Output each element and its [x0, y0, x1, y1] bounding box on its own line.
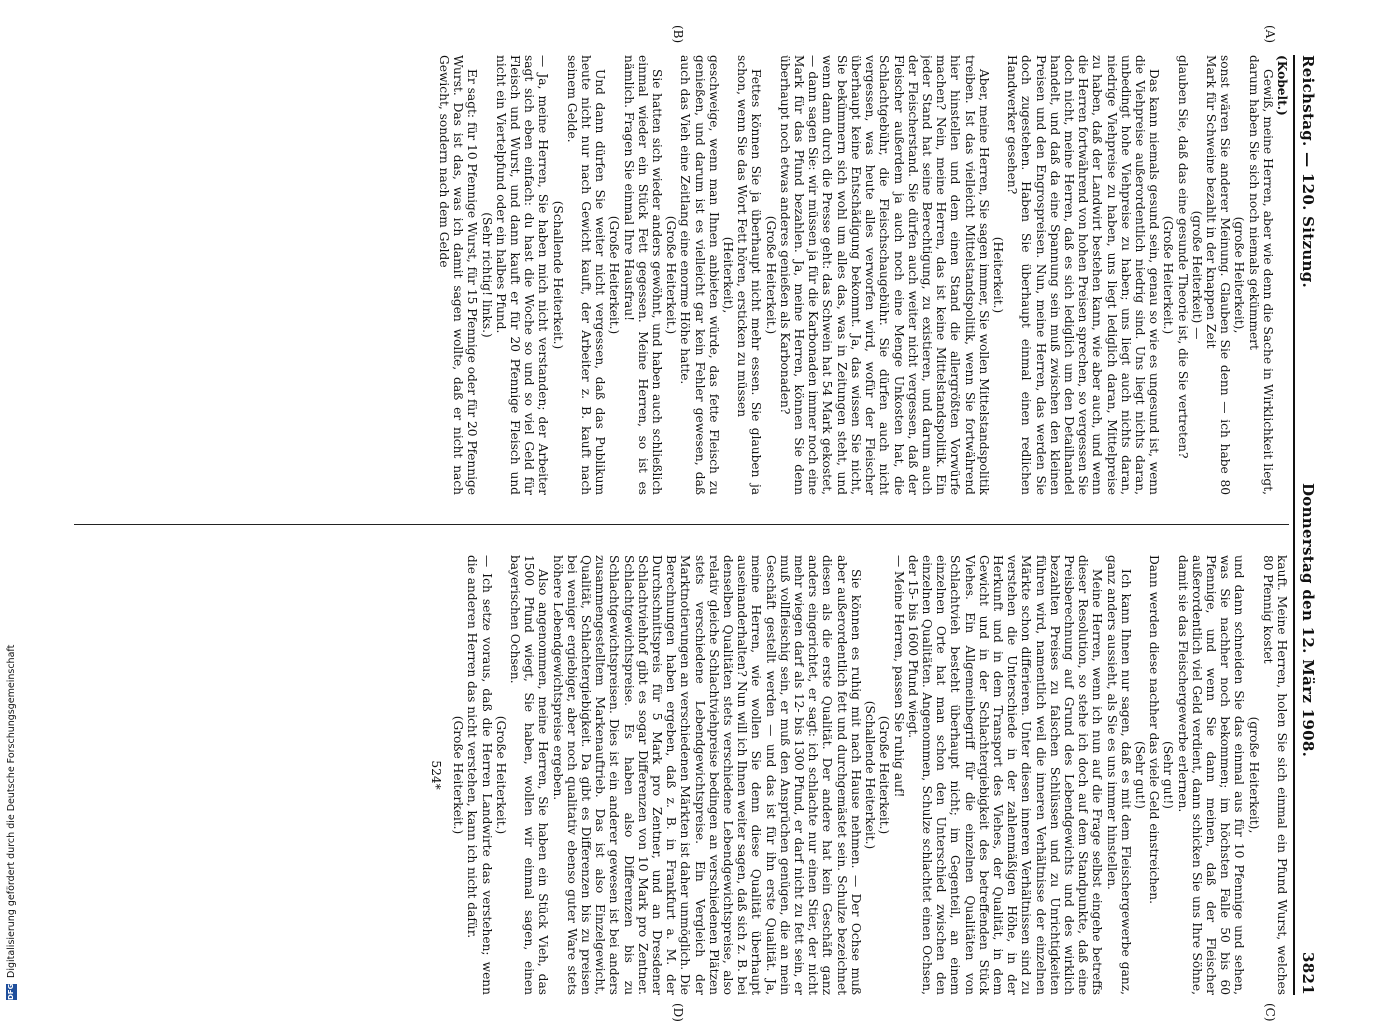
header-session: Reichstag. — 120. Sitzung. — [1299, 55, 1317, 289]
stage-direction: (Große Heiterkeit.) — [877, 715, 892, 835]
paragraph: glauben Sie, daß das eine gesunde Theorie ist, die Sie vertreten? — [1175, 55, 1190, 459]
paragraph: Und dann dürfen Sie weiter nicht vergessen, daß das Publikum heute nicht nur nach Gewicht kauft, der Arbeiter z. B. kauft nach seinem Gelde. — [564, 55, 608, 495]
header-page-number: 3821 — [1299, 952, 1317, 995]
speaker-name: (Kobelt.) — [1275, 55, 1289, 116]
header-date: Donnerstag den 12. März 1908. — [1299, 482, 1317, 758]
page-header — [1299, 55, 1325, 995]
paragraph: Sie können es ruhig mit nach Hause nehmen. — Der Ochse muß aber außerordentlich fett und durchgemästet sein. Schulze bezeichnet diesen als die erste Qualität. Der andere hat kein Geschäft ganz anders eingerichtet, er sagt: ich schlachte nur einen Stier, der nicht mehr wiegen darf als 12- bis 1300 Pfund, er darf nicht zu fett sein, er muß vollfleischig sein, er muß den Ansprüchen genügen, die an mein Geschäft gestellt werden — und das ist für ihn erste Qualität. Ja, meine Herren, wie wollen Sie denn diese Qualität überhaupt auseinanderhalten? Nun will ich Ihnen weiter sagen, daß sich z. B. bei denselben Qualitäten stets verschiedene Lebendgewichtspreise, also relativ gleiche Schlachtviehpreise bedingen an verschiedenen Plätzen stets verschiedene Lebendgewichtspreise. Ein Vergleich der Marktnotierungen an verschiedenen Märkten ist daher unmöglich. Die Berechnungen haben ergeben, daß z. B. in Frankfurt a. M. der Durchschnittspreis für 5 Mark pro Zentner, und an Dresdener Schlachtviehhof gibt es sogar Differenzen von 10 Mark pro Zentner. Schlachtgewichtspreise. Es haben also Differenzen bis zu Schlachtgewichtspreisen. Dies ist ein anderer gewesen ist bei anders zusammengestelltem Markenauftrieb. Das ist also Einzelgewicht, Qualität, Schlachtergiebigkeit. Da gibt es Differenzen bis zu preisen bei weniger ergiebiger, aber noch qualitativ ebenso guter Ware stets höhere Lebendgewichtspreise ergeben. — [550, 555, 863, 995]
paragraph: — Meine Herren, passen Sie ruhig auf! — [891, 555, 906, 798]
paragraph: Er sagt: für 10 Pfennige Wurst, für 15 Pfennige oder für 20 Pfennige Wurst. Das ist das, was ich damit sagen wollte, daß er nicht nach Gewicht, sondern nach dem Gelde — [437, 55, 480, 495]
paragraph: — Ich setze voraus, daß die Herren Landwirte das verstehen; wenn die anderen Herren das nicht verstehen, kann ich nicht dafür. — [465, 555, 494, 995]
dfg-logo: DFG — [7, 983, 15, 1000]
stage-direction: (Heiterkeit.) — [990, 236, 1005, 314]
stage-direction: (Große Heiterkeit.) — [451, 715, 466, 835]
stage-direction: (Große Heiterkeit.) — [763, 215, 778, 335]
stage-direction: (Große Heiterkeit.) — [607, 215, 622, 335]
paragraph: Fettes können Sie ja überhaupt nicht mehr essen. Sie glauben ja schon, wenn Sie das Wort Fett hören, ersticken zu müssen — [735, 55, 764, 495]
paragraph: Das kann niemals gesund sein, genau so wie es ungesund ist, wenn die Viehpreise außerordentlich niedrig sind. Uns liegt nichts daran, unbedingt hohe Viehpreise zu haben; uns liegt auch nichts daran, niedrige Viehpreise zu haben, uns liegt lediglich daran, Mittelpreise zu haben, daß der Landwirt bestehen kann, wie aber auch, und wenn die Herren fortwährend von hohen Preisen sprechen, so vergessen Sie doch nicht, meine Herren, daß es sich lediglich um den Detailhandel handelt, und daß da eine Spannung sein muß zwischen den kleinen Preisen und den Engrospreisen. Nun, meine Herren, das werden Sie doch zugestehen. Haben Sie überhaupt einmal einen redlichen Handwerker gesehen? — [1005, 55, 1162, 495]
margin-marker-a: (A) — [1263, 25, 1277, 44]
paragraph: kauft. Meine Herren, holen Sie sich einmal ein Pfund Wurst, welches 80 Pfennig kostet — [1260, 555, 1289, 995]
paragraph: geschweige, wenn man Ihnen anbieten würde, das fette Fleisch zu genießen, und darum ist es vielleicht gar kein Fehler gewesen, daß auch das Vieh eine Zeitlang eine enorme Höhe hatte. — [678, 55, 721, 495]
paragraph: Aber, meine Herren, Sie sagen immer, Sie wollen Mittelstandspolitik treiben. Ist das vielleicht Mittelstandspolitik, wenn Sie fortwährend hier hinstellen und dem einen Stand die allergrößten Vorwürfe machen? Nein, meine Herren, das ist keine Mittelstandspolitik. Ein jeder Stand hat seine Berechtigung, zu existieren, und darum auch der Fleischerstand. Sie dürfen auch weiter nicht vergessen, daß der Fleischer außerdem ja auch noch eine Menge Unkosten hat, die Schlachtgebühr, die Fleischschaugebühr. Sie dürfen auch nicht vergessen, was heute alles verworfen wird, wofür der Fleischer überhaupt keine Entschädigung bekommt. Ja, das wissen Sie nicht, Sie bekümmern sich wohl um alles das, was in Zeitungen steht, und wenn dann durch die Presse geht: das Schwein hat 54 Mark gekostet, — dann sagen Sie: wir müssen ja für die Karbonaden immer noch eine Mark für das Pfund bezahlen. Ja, meine Herren, können Sie denn überhaupt noch etwas anderes genießen als Karbonaden? — [777, 55, 991, 495]
footer-page-number: 524* — [429, 760, 444, 790]
stage-direction: (große Heiterkeit) — — [1189, 210, 1204, 340]
credit-text: Digitalisierung gefördert durch die Deutsche Forschungsgemeinschaft — [6, 644, 17, 978]
stage-direction: (Große Heiterkeit.) — [493, 715, 508, 835]
paragraph: Gewiß, meine Herren, aber wie denn die Sache in Wirklichkeit liegt, darum haben Sie sich noch niemals gekümmert — [1246, 55, 1275, 495]
text-column-left — [74, 55, 1289, 495]
paragraph: — Ja, meine Herren, Sie haben mich nicht verstanden; der Arbeiter sagt sich eben einfach: du hast die Woche so und so viel Geld für Fleisch und Wurst, und dann kauft er für 20 Pfennige Fleisch und nicht ein Viertelpfund oder ein halbes Pfund. — [493, 55, 551, 495]
margin-marker-d: (D) — [671, 1003, 685, 1022]
newspaper-page — [55, 25, 1325, 1022]
stage-direction: (große Heiterkeit), — [1232, 216, 1247, 334]
header-rule — [1293, 55, 1295, 995]
paragraph: Ich kann Ihnen nur sagen, daß es mit dem Fleischergewerbe ganz, ganz anders aussieht, als Sie es uns immer hinstellen. — [1104, 555, 1133, 995]
stage-direction: (Schallende Heiterkeit.) — [863, 700, 878, 850]
stage-direction: (Sehr gut!) — [1132, 740, 1147, 810]
stage-direction: (Sehr gut!) — [1161, 740, 1176, 810]
paragraph: sonst wären Sie anderer Meinung. Glauben Sie denn — ich habe 80 Mark für Schweine bezahlt in der knappen Zeit — [1203, 55, 1233, 495]
stage-direction: (große Heiterkeit), — [1246, 716, 1261, 834]
column-divider — [74, 524, 1289, 525]
paragraph: und dann schneiden Sie das einmal aus für 10 Pfennige und sehen, was Sie nachher noch bekommen; im höchsten Falle 50 bis 60 Pfennige, und wenn Sie dann meinen, daß der Fleischer außerordentlich viel Geld verdient, dann schicken Sie uns Ihre Söhne, damit sie das Fleischergewerbe erlernen. — [1175, 555, 1247, 995]
paragraph: Sie hatten sich wieder anders gewöhnt, und haben auch schließlich einmal wieder ein Stück Fett gegessen. Meine Herren, so ist es nämlich. Fragen Sie einmal Ihre Hausfrau! — [621, 55, 665, 495]
paragraph: Meine Herren, wenn ich nun auf die Frage selbst eingehe betreffs dieser Resolution, so stehe ich doch auf dem Standpunkte, daß eine Preisberechnung auf Grund des Lebendgewichts und des wirklich bezahlten Preises zu falschen Schlüssen und zu Unrichtigkeiten führen wird, namentlich weil die inneren Verhältnisse der einzelnen Märkte schon differieren. Unter diesen inneren Verhältnissen sind zu verstehen die Unterschiede in der zahlenmäßigen Höhe, in der Herkunft und in dem Transport des Viehes, der Qualität, in dem Gewicht und in der Schlachtergiebigkeit des betreffenden Stück Viehes. Ein Allgemeinbegriff für die einzelnen Qualitäten von Schlachtvieh besteht überhaupt nicht; im Gegenteil, an einem einzelnen Orte hat man schon den Unterschied zwischen den einzelnen Qualitäten. Angenommen, Schulze schlachtet einen Ochsen, der 15- bis 1600 Pfund wiegt. — [905, 555, 1105, 995]
text-column-right — [74, 555, 1289, 995]
paragraph: Dann werden diese nachher das viele Geld einstreichen. — [1147, 555, 1162, 904]
stage-direction: (Große Heiterkeit.) — [664, 215, 679, 335]
paragraph: Also angenommen, meine Herren, Sie haben ein Stück Vieh, das 1500 Pfund wiegt, Sie haben, wollen wir einmal sagen, einen bayerischen Ochsen. — [508, 555, 551, 995]
stage-direction: (Schallende Heiterkeit.) — [550, 200, 565, 350]
margin-marker-b: (B) — [671, 25, 685, 44]
stage-direction: (Heiterkeit), — [721, 236, 736, 314]
stage-direction: (Große Heiterkeit.) — [1161, 215, 1176, 335]
digitization-credit — [6, 645, 17, 1000]
stage-direction: (Sehr richtig! links.) — [479, 212, 494, 338]
margin-marker-c: (C) — [1263, 1003, 1277, 1022]
